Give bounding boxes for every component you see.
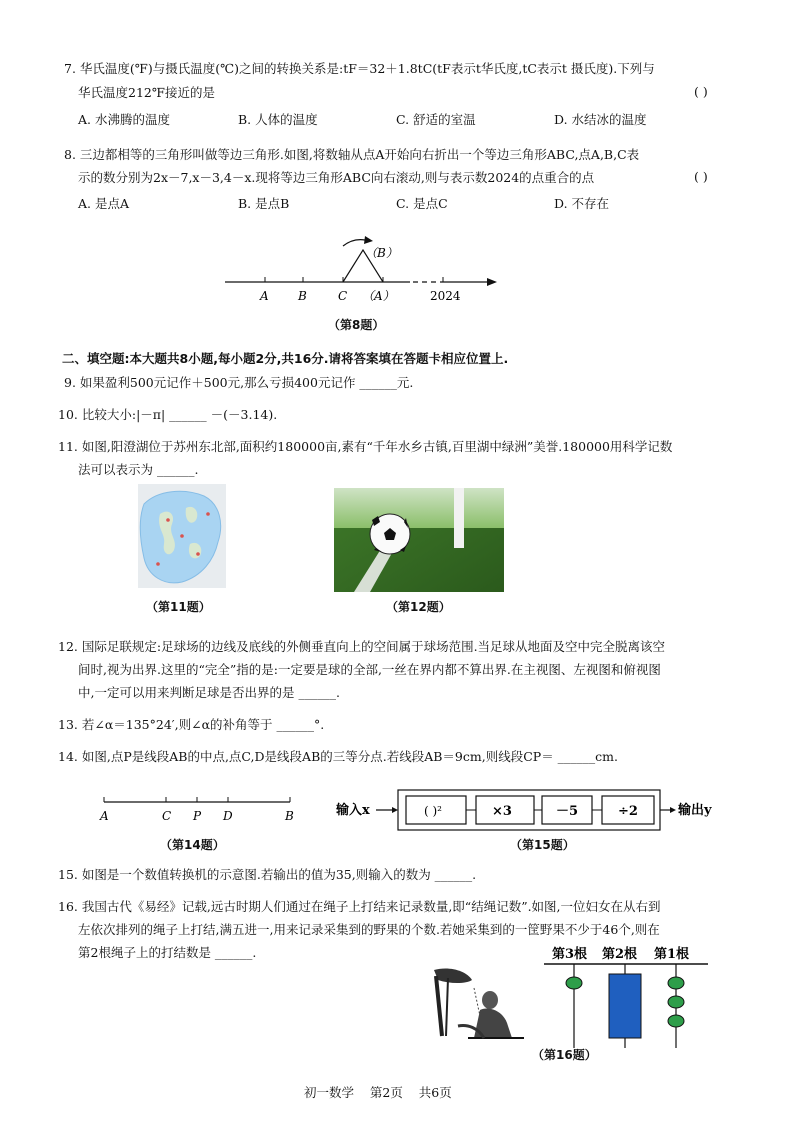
- q13-text: 13. 若∠α＝135°24′,则∠α的补角等于 ______°.: [58, 717, 325, 732]
- q7-option-d: D. 水结冰的温度: [554, 112, 647, 127]
- q8-option-c: C. 是点C: [396, 196, 448, 211]
- q16-line1: 16. 我国古代《易经》记载,远古时期人们通过在绳子上打结来记录数量,即“结绳记数”.如图,一位妇女在从右到: [58, 899, 661, 914]
- rope3-knot: [566, 977, 582, 989]
- rope1-label: 第1根: [654, 947, 690, 962]
- q16-line3: 第2根绳子上的打结数是 ______.: [78, 945, 257, 960]
- q11-line2: 法可以表示为 ______.: [78, 462, 199, 477]
- woman-knotting-illustration: [428, 966, 528, 1042]
- q8-line1: 8. 三边都相等的三角形叫做等边三角形.如图,将数轴从点A开始向右折出一个等边三角形ABC,点A,B,C表: [64, 147, 640, 162]
- q11-caption: （第11题）: [146, 600, 211, 614]
- label-c: C: [338, 289, 348, 303]
- label-b: B: [285, 809, 294, 823]
- soccer-ball-image: [334, 488, 504, 592]
- label-a: A: [100, 809, 109, 823]
- label-a2: （A）: [362, 289, 395, 303]
- lake-map-image: [138, 484, 226, 588]
- label-p: P: [193, 809, 202, 823]
- q7-option-c: C. 舒适的室温: [396, 112, 476, 127]
- box-div2-label: ÷2: [618, 804, 638, 819]
- box-times3-label: ×3: [492, 804, 512, 819]
- q12-line3: 中,一定可以用来判断足球是否出界的是 ______.: [78, 685, 340, 700]
- label-b: B: [298, 289, 307, 303]
- q7-answer-paren: ( ): [694, 84, 708, 99]
- label-d: D: [223, 809, 233, 823]
- q16-caption: （第16题）: [532, 1048, 597, 1062]
- input-label: 输入x: [336, 803, 370, 818]
- q8-caption: （第8题）: [328, 318, 385, 332]
- q15-figure: [330, 786, 730, 832]
- q7-line2: 华氏温度212℉接近的是: [78, 85, 215, 100]
- label-2024: 2024: [430, 289, 461, 303]
- q12-caption: （第12题）: [386, 600, 451, 614]
- q14-figure: [96, 790, 306, 824]
- rope3-label: 第3根: [552, 947, 588, 962]
- box-square-label: ( )²: [424, 804, 442, 818]
- roll-arrow: [343, 240, 365, 246]
- q7-line1: 7. 华氏温度(℉)与摄氏温度(℃)之间的转换关系是:tF＝32＋1.8tC(tF表示t华氏度,tC表示t 摄氏度).下列与: [64, 61, 655, 76]
- q7-option-b: B. 人体的温度: [238, 112, 318, 127]
- q14-text: 14. 如图,点P是线段AB的中点,点C,D是线段AB的三等分点.若线段AB＝9cm,则线段CP＝ ______cm.: [58, 749, 618, 764]
- output-label: 输出y: [678, 803, 712, 818]
- label-b-top: （B）: [365, 246, 398, 260]
- rope1-knot: [668, 977, 684, 989]
- q15-text: 15. 如图是一个数值转换机的示意图.若输出的值为35,则输入的数为 ______.: [58, 867, 477, 882]
- q10-text: 10. 比较大小:|－π| ______ －(－3.14).: [58, 407, 278, 422]
- page-footer: 初一数学 第2页 共6页: [304, 1085, 452, 1100]
- q8-line2: 示的数分别为2x－7,x－3,4－x.现将等边三角形ABC向右滚动,则与表示数2024的点重合的点: [78, 170, 595, 185]
- q16-line2: 左依次排列的绳子上打结,满五进一,用来记录采集到的野果的个数.若她采集到的一筐野果不少于46个,则在: [78, 922, 660, 937]
- number-line-arrow-icon: [487, 278, 497, 286]
- q8-option-d: D. 不存在: [554, 196, 610, 211]
- q9-text: 9. 如果盈利500元记作＋500元,那么亏损400元记作 ______元.: [64, 375, 414, 390]
- q8-figure: [215, 232, 505, 312]
- rope1-knot: [668, 996, 684, 1008]
- q8-option-a: A. 是点A: [78, 196, 130, 211]
- q12-line1: 12. 国际足联规定:足球场的边线及底线的外侧垂直向上的空间属于球场范围.当足球从地面及空中完全脱离该空: [58, 639, 666, 654]
- q12-line2: 间时,视为出界.这里的“完全”指的是:一定要是球的全部,一丝在界内都不算出界.在主视图、左视图和俯视图: [78, 662, 661, 677]
- section2-title: 二、填空题:本大题共8小题,每小题2分,共16分.请将答案填在答题卡相应位置上.: [62, 351, 509, 366]
- rope2-knot-block: [609, 974, 641, 1038]
- roll-arrow-head-icon: [364, 236, 373, 244]
- q11-line1: 11. 如图,阳澄湖位于苏州东北部,面积约180000亩,素有“千年水乡古镇,百里湖中绿洲”美誉.180000用科学记数: [58, 439, 673, 454]
- q8-answer-paren: ( ): [694, 169, 708, 184]
- label-a: A: [260, 289, 269, 303]
- q8-option-b: B. 是点B: [238, 196, 290, 211]
- label-c: C: [162, 809, 172, 823]
- q14-caption: （第14题）: [160, 838, 225, 852]
- rope1-knot: [668, 1015, 684, 1027]
- output-arrow-icon: [670, 807, 676, 813]
- rope2-label: 第2根: [602, 947, 638, 962]
- input-arrow-icon: [392, 807, 398, 813]
- knot-ropes-figure: [540, 942, 720, 1050]
- q15-caption: （第15题）: [510, 838, 575, 852]
- box-minus5-label: －5: [556, 804, 579, 819]
- q7-option-a: A. 水沸腾的温度: [78, 112, 170, 127]
